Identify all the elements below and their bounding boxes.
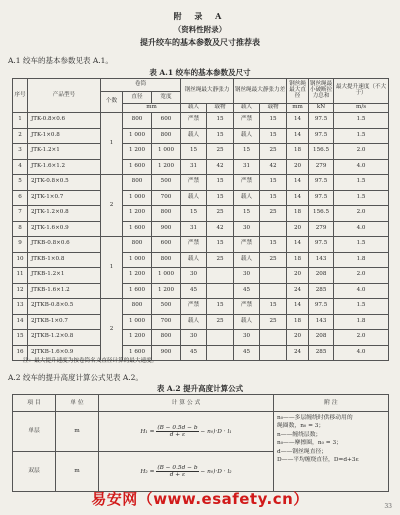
cell-seq: 4: [13, 159, 28, 175]
col-load-person-2: 载人: [234, 104, 260, 113]
cell-c2: [260, 268, 287, 284]
unit-ms: m/s: [334, 104, 389, 113]
cell-model: 2JTK-1.6×0.9: [28, 221, 101, 237]
cell-c1: 15: [207, 175, 234, 191]
cell-brk: 208: [309, 268, 334, 284]
cell-brk: 279: [309, 221, 334, 237]
cell-seq: 15: [13, 330, 28, 346]
cell-brk: 97.5: [309, 190, 334, 206]
cell-brk: 279: [309, 159, 334, 175]
col-remarks: 附 注: [274, 395, 389, 412]
cell-count: 1: [101, 113, 123, 175]
cell-brk: 156.5: [309, 144, 334, 160]
cell-count: 1: [101, 237, 123, 299]
cell-p1: 载人: [181, 190, 207, 206]
cell-rope: 20: [287, 330, 309, 346]
cell-w: 1 000: [152, 268, 181, 284]
cell-p2: 载人: [234, 252, 260, 268]
cell-model: JTKB-1.2×1: [28, 268, 101, 284]
cell-rope: 14: [287, 299, 309, 315]
table-row: [13, 314, 389, 330]
cell-d: 1 000: [123, 128, 152, 144]
table-row: [13, 144, 389, 160]
table-row: [13, 206, 389, 222]
table-a1-caption: 表 A.1 绞车的基本参数及尺寸: [149, 68, 251, 77]
cell-w: 1 200: [152, 283, 181, 299]
appendix-nature: （资料性附录）: [173, 25, 227, 34]
col-unit: 单 位: [56, 395, 99, 412]
cell-brk: 285: [309, 345, 334, 361]
cell-d: 1 000: [123, 190, 152, 206]
cell-c1: 15: [207, 128, 234, 144]
cell-p2: 严禁: [234, 175, 260, 191]
table-row: [13, 221, 389, 237]
cell-v: 4.0: [334, 345, 389, 361]
unit-single: m: [56, 412, 99, 452]
cell-p2: 载人: [234, 190, 260, 206]
table-row: [13, 113, 389, 129]
cell-seq: 6: [13, 190, 28, 206]
cell-d: 1 200: [123, 330, 152, 346]
appendix-title: 提升绞车的基本参数及尺寸推荐表: [140, 37, 260, 47]
table-row: [13, 283, 389, 299]
appendix-label: 附 录 A: [173, 11, 227, 21]
cell-p1: 载人: [181, 128, 207, 144]
cell-model: 2JTKB-1.2×0.8: [28, 330, 101, 346]
cell-v: 1.5: [334, 190, 389, 206]
cell-c1: 15: [207, 113, 234, 129]
col-drum: 卷筒: [101, 79, 181, 92]
cell-p2: 15: [234, 144, 260, 160]
cell-model: 2JTK-1×0.7: [28, 190, 101, 206]
cell-p2: 30: [234, 221, 260, 237]
cell-brk: 97.5: [309, 175, 334, 191]
cell-p1: 严禁: [181, 175, 207, 191]
cell-v: 4.0: [334, 221, 389, 237]
cell-model: JTKB-1.6×1.2: [28, 283, 101, 299]
cell-p2: 载人: [234, 314, 260, 330]
cell-seq: 10: [13, 252, 28, 268]
cell-model: JTK-0.8×0.6: [28, 113, 101, 129]
table-row: [13, 175, 389, 191]
cell-p2: 15: [234, 206, 260, 222]
cell-p1: 31: [181, 159, 207, 175]
cell-c1: 25: [207, 206, 234, 222]
cell-c2: 15: [260, 190, 287, 206]
cell-model: 2JTKB-0.8×0.5: [28, 299, 101, 315]
table-row: [13, 252, 389, 268]
cell-rope: 14: [287, 175, 309, 191]
cell-p1: 30: [181, 268, 207, 284]
table-row: [13, 299, 389, 315]
cell-d: 1 000: [123, 314, 152, 330]
cell-c1: [207, 345, 234, 361]
cell-d: 800: [123, 113, 152, 129]
cell-c1: [207, 268, 234, 284]
cell-brk: 97.5: [309, 299, 334, 315]
cell-p1: 15: [181, 144, 207, 160]
cell-w: 800: [152, 206, 181, 222]
cell-brk: 143: [309, 252, 334, 268]
cell-rope: 24: [287, 345, 309, 361]
cell-v: 1.5: [334, 128, 389, 144]
col-load-person-1: 载人: [181, 104, 207, 113]
col-formula: 计 算 公 式: [99, 395, 274, 412]
cell-rope: 14: [287, 113, 309, 129]
section-a2-text: A.2 绞车的提升高度计算公式见表 A.2。: [8, 373, 143, 382]
cell-v: 1.8: [334, 252, 389, 268]
cell-c1: [207, 330, 234, 346]
cell-c2: 25: [260, 144, 287, 160]
cell-d: 1 200: [123, 206, 152, 222]
cell-model: 2JTK-1.2×0.8: [28, 206, 101, 222]
cell-d: 1 200: [123, 268, 152, 284]
cell-seq: 8: [13, 221, 28, 237]
cell-c1: 25: [207, 144, 234, 160]
col-model: 产品型号: [28, 79, 101, 113]
cell-c2: 25: [260, 252, 287, 268]
cell-p2: 30: [234, 268, 260, 284]
cell-p2: 严禁: [234, 237, 260, 253]
col-max-static-diff: 钢丝绳最大静张力差: [234, 79, 287, 104]
cell-seq: 1: [13, 113, 28, 129]
cell-model: JTKB-0.8×0.6: [28, 237, 101, 253]
item-double: 双层: [13, 452, 56, 492]
cell-brk: 97.5: [309, 237, 334, 253]
cell-count: 2: [101, 175, 123, 237]
unit-mm: mm: [123, 104, 181, 113]
cell-model: JTKB-1×0.8: [28, 252, 101, 268]
cell-v: 1.5: [334, 299, 389, 315]
table-row: [13, 128, 389, 144]
cell-d: 1 600: [123, 221, 152, 237]
cell-seq: 7: [13, 206, 28, 222]
table-row: [13, 330, 389, 346]
cell-rope: 18: [287, 252, 309, 268]
cell-c1: 15: [207, 299, 234, 315]
col-max-speed: 最大提升速度（不大于）: [334, 79, 389, 104]
cell-rope: 14: [287, 190, 309, 206]
unit-mm-rope: mm: [287, 104, 309, 113]
cell-seq: 11: [13, 268, 28, 284]
cell-p2: 30: [234, 330, 260, 346]
cell-seq: 3: [13, 144, 28, 160]
cell-v: 2.0: [334, 330, 389, 346]
cell-rope: 14: [287, 237, 309, 253]
cell-p2: 45: [234, 345, 260, 361]
cell-w: 1 000: [152, 144, 181, 160]
cell-d: 1 600: [123, 283, 152, 299]
cell-c2: 15: [260, 299, 287, 315]
cell-c2: 25: [260, 314, 287, 330]
cell-w: 500: [152, 299, 181, 315]
cell-w: 900: [152, 221, 181, 237]
cell-brk: 208: [309, 330, 334, 346]
cell-c2: 15: [260, 237, 287, 253]
cell-c1: 42: [207, 221, 234, 237]
cell-p1: 严禁: [181, 237, 207, 253]
col-seq: 序号: [13, 79, 28, 113]
cell-w: 500: [152, 175, 181, 191]
cell-d: 1 200: [123, 144, 152, 160]
cell-c2: [260, 345, 287, 361]
cell-seq: 12: [13, 283, 28, 299]
cell-w: 600: [152, 237, 181, 253]
cell-v: 2.0: [334, 144, 389, 160]
cell-v: 1.5: [334, 237, 389, 253]
cell-rope: 20: [287, 159, 309, 175]
cell-p2: 严禁: [234, 299, 260, 315]
cell-w: 800: [152, 330, 181, 346]
cell-c1: 15: [207, 190, 234, 206]
col-diameter: 直径: [123, 92, 152, 104]
unit-double: m: [56, 452, 99, 492]
cell-model: 2JTKB-1.6×0.9: [28, 345, 101, 361]
cell-p2: 载人: [234, 128, 260, 144]
cell-d: 1 600: [123, 345, 152, 361]
cell-d: 800: [123, 299, 152, 315]
col-max-rope-diam: 钢丝绳最大直径: [287, 79, 309, 104]
cell-seq: 14: [13, 314, 28, 330]
cell-rope: 14: [287, 128, 309, 144]
table-a1: [12, 78, 389, 361]
table-row: [13, 190, 389, 206]
cell-p1: 31: [181, 221, 207, 237]
table-row: [13, 237, 389, 253]
cell-d: 1 000: [123, 252, 152, 268]
cell-seq: 9: [13, 237, 28, 253]
section-a1-text: A.1 绞车的基本参数见表 A.1。: [8, 56, 113, 65]
table-row: [13, 268, 389, 284]
cell-rope: 20: [287, 221, 309, 237]
col-load-cargo-2: 载物: [260, 104, 287, 113]
cell-c2: [260, 330, 287, 346]
item-single: 单层: [13, 412, 56, 452]
cell-rope: 24: [287, 283, 309, 299]
cell-v: 1.5: [334, 175, 389, 191]
cell-v: 2.0: [334, 206, 389, 222]
cell-c2: 15: [260, 128, 287, 144]
cell-d: 800: [123, 175, 152, 191]
cell-c2: 25: [260, 206, 287, 222]
cell-v: 4.0: [334, 283, 389, 299]
cell-rope: 20: [287, 268, 309, 284]
cell-c1: 25: [207, 314, 234, 330]
cell-c2: 15: [260, 113, 287, 129]
cell-w: 700: [152, 190, 181, 206]
cell-p2: 31: [234, 159, 260, 175]
col-min-break: 钢丝绳最小破断拉力总和: [309, 79, 334, 104]
page-number: 33: [384, 503, 392, 510]
col-max-static-tension: 钢丝绳最大静张力: [181, 79, 234, 104]
cell-w: 600: [152, 113, 181, 129]
cell-c2: [260, 221, 287, 237]
cell-v: 1.5: [334, 113, 389, 129]
unit-kn: kN: [309, 104, 334, 113]
formula-single: H₁ = $\frac{(B - 0.5d - b}{d + \varepsilon}$ − n₀)·D · l₁: [99, 412, 274, 452]
cell-seq: 2: [13, 128, 28, 144]
cell-p1: 严禁: [181, 299, 207, 315]
cell-model: 2JTKB-1×0.7: [28, 314, 101, 330]
table-row: [13, 159, 389, 175]
site-watermark: 易安网（www.esafety.cn）: [91, 490, 309, 508]
cell-w: 700: [152, 314, 181, 330]
cell-model: JTK-1.6×1.2: [28, 159, 101, 175]
col-width: 宽度: [152, 92, 181, 104]
cell-c1: [207, 283, 234, 299]
cell-c1: 42: [207, 159, 234, 175]
cell-p1: 45: [181, 345, 207, 361]
table-a2: [12, 394, 389, 492]
col-count: 个数: [101, 92, 123, 113]
cell-count: 2: [101, 299, 123, 361]
cell-p2: 45: [234, 283, 260, 299]
formula-remarks: n₀——多层缠绕时供移动用的 绳圈数，n₀ = 3； n——缠绕层数； n₀——摩擦圈，n₀ = 3； d——钢丝绳直径； D——平均缠绕直径，D=d+3ε: [274, 412, 389, 492]
cell-brk: 143: [309, 314, 334, 330]
table-a1-note: 注：最大提升速度为按卷筒名义直径计算的最大速度。: [23, 358, 158, 364]
col-load-cargo-1: 载物: [207, 104, 234, 113]
cell-model: 2JTK-0.8×0.5: [28, 175, 101, 191]
cell-p1: 载人: [181, 252, 207, 268]
cell-d: 800: [123, 237, 152, 253]
cell-brk: 97.5: [309, 128, 334, 144]
cell-model: JTK-1×0.8: [28, 128, 101, 144]
cell-w: 1 200: [152, 159, 181, 175]
cell-brk: 97.5: [309, 113, 334, 129]
cell-brk: 156.5: [309, 206, 334, 222]
cell-p1: 严禁: [181, 113, 207, 129]
col-item: 项 目: [13, 395, 56, 412]
cell-c2: [260, 283, 287, 299]
cell-c1: 15: [207, 237, 234, 253]
cell-c1: 25: [207, 252, 234, 268]
cell-p1: 45: [181, 283, 207, 299]
cell-v: 4.0: [334, 159, 389, 175]
formula-double: H₂ = $\frac{(B - 0.5d - b}{d + \varepsilon}$ − n₀)·D · l₂: [99, 452, 274, 492]
cell-seq: 16: [13, 345, 28, 361]
cell-d: 1 600: [123, 159, 152, 175]
cell-model: JTK-1.2×1: [28, 144, 101, 160]
cell-rope: 18: [287, 314, 309, 330]
cell-v: 2.0: [334, 268, 389, 284]
cell-seq: 13: [13, 299, 28, 315]
cell-rope: 18: [287, 144, 309, 160]
cell-c2: 42: [260, 159, 287, 175]
cell-seq: 5: [13, 175, 28, 191]
cell-v: 1.8: [334, 314, 389, 330]
cell-rope: 18: [287, 206, 309, 222]
cell-p1: 载人: [181, 314, 207, 330]
cell-p1: 30: [181, 330, 207, 346]
cell-p1: 15: [181, 206, 207, 222]
cell-p2: 严禁: [234, 113, 260, 129]
cell-c2: 15: [260, 175, 287, 191]
table-a2-caption: 表 A.2 提升高度计算公式: [156, 384, 244, 393]
cell-w: 900: [152, 345, 181, 361]
cell-w: 800: [152, 252, 181, 268]
cell-brk: 285: [309, 283, 334, 299]
cell-w: 800: [152, 128, 181, 144]
